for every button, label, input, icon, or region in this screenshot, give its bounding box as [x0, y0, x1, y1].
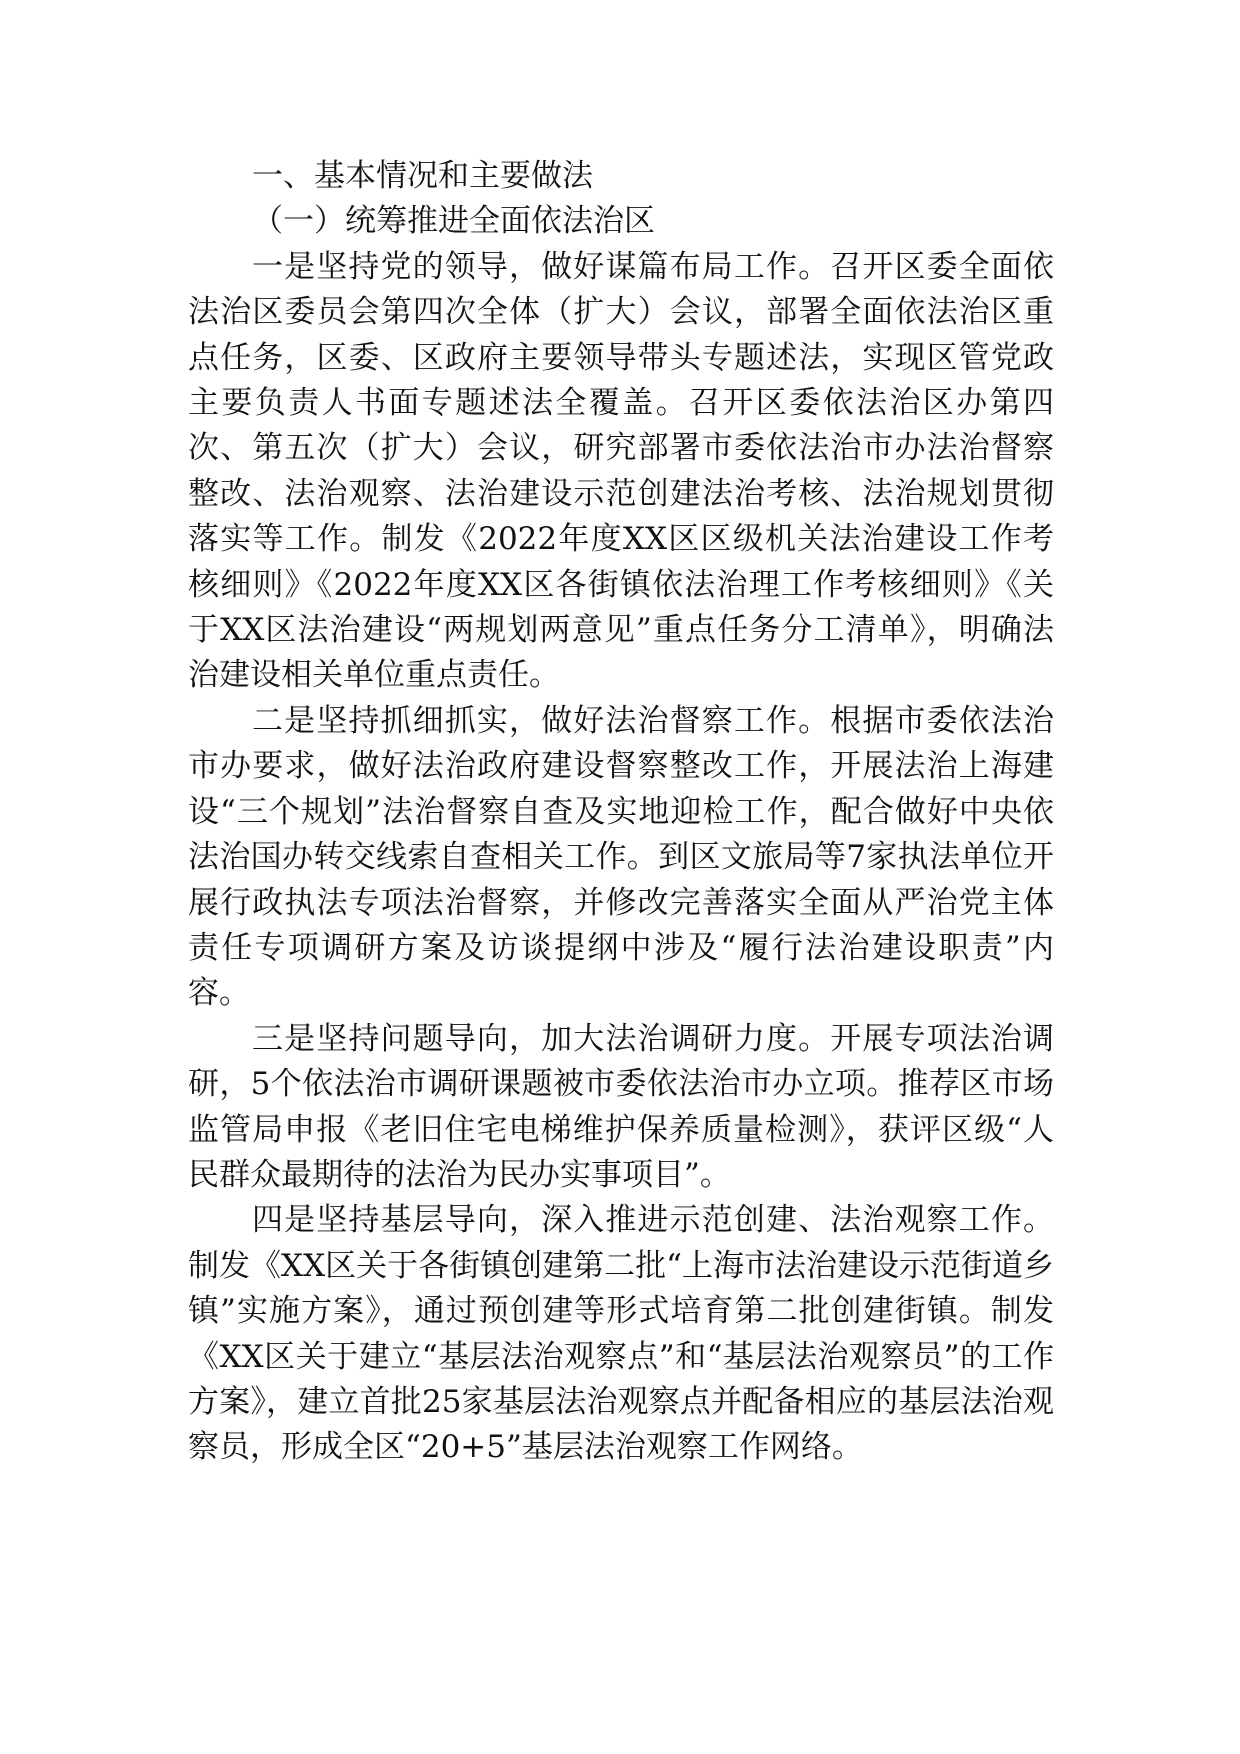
paragraph-2: 二是坚持抓细抓实，做好法治督察工作。根据市委依法治市办要求，做好法治政府建设督察整改工作，开展法治上海建设“三个规划”法治督察自查及实地迎检工作，配合做好中央依法治国办转交线索自查相关工作。到区文旅局等7家执法单位开展行政执法专项法治督察，并修改完善落实全面从严治党主体责任专项调研方案及访谈提纲中涉及“履行法治建设职责”内容。	[188, 702, 1054, 1012]
paragraph-4: 四是坚持基层导向，深入推进示范创建、法治观察工作。制发《XX区关于各街镇创建第二批“上海市法治建设示范街道乡镇”实施方案》，通过预创建等形式培育第二批创建街镇。制发《XX区关于建立“基层法治观察点”和“基层法治观察员”的工作方案》，建立首批25家基层法治观察点并配备相应的基层法治观察员，形成全区“20+5”基层法治观察工作网络。	[188, 1202, 1054, 1466]
section-heading: 一、基本情况和主要做法	[252, 158, 593, 194]
document-body	[188, 154, 1054, 1471]
subsection-heading: （一）统筹推进全面依法治区	[252, 203, 655, 240]
paragraph-1: 一是坚持党的领导，做好谋篇布局工作。召开区委全面依法治区委员会第四次全体（扩大）会议，部署全面依法治区重点任务，区委、区政府主要领导带头专题述法，实现区管党政主要负责人书面专题述法全覆盖。召开区委依法治区办第四次、第五次（扩大）会议，研究部署市委依法治市办法治督察整改、法治观察、法治建设示范创建法治考核、法治规划贯彻落实等工作。制发《2022年度XX区区级机关法治建设工作考核细则》《2022年度XX区各街镇依法治理工作考核细则》《关于XX区法治建设“两规划两意见”重点任务分工清单》，明确法治建设相关单位重点责任。	[188, 248, 1054, 694]
paragraph-3: 三是坚持问题导向，加大法治调研力度。开展专项法治调研，5个依法治市调研课题被市委依法治市办立项。推荐区市场监管局申报《老旧住宅电梯维护保养质量检测》，获评区级“人民群众最期待的法治为民办实事项目”。	[188, 1020, 1054, 1193]
